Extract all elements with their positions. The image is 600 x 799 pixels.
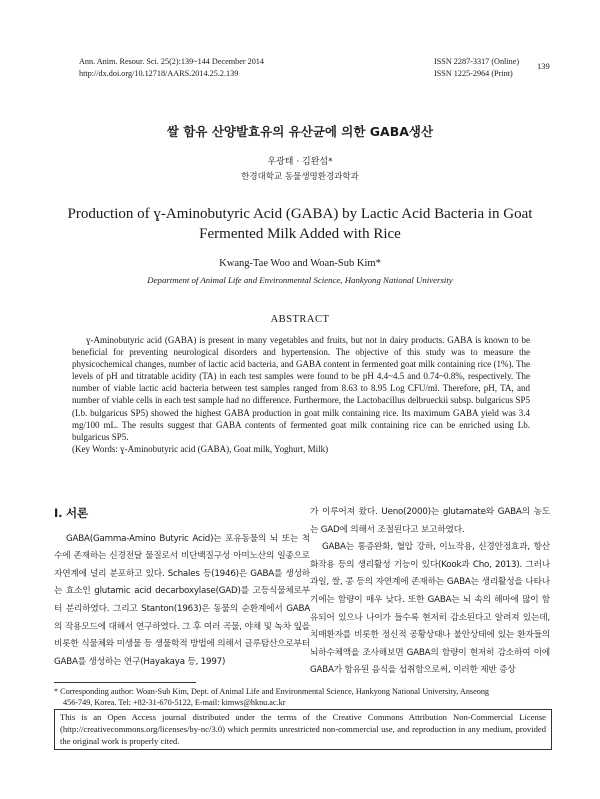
abstract-text: ɣ-Aminobutyric acid (GABA) is present in many vegetables and fruits, but not in dairy products. GABA is known to be beneficial for preventing neurological disorders and hypertension. The objective of this study was to measure the physicochemical changes, number of lactic acid bacteria, and GABA content in fermented goat milk containing rice (1%). The levels of pH and titratable acidity (TA) in each test samples were found to be pH 4.4~4.5 and 0.74~0.8%, respectively. The number of viable lactic acid bacteria between test samples ranged from 8.63 to 8.95 Log CFU/ml. Therefore, pH, TA, and number of viable cells in each test sample had no difference. Furthermore, the Lactobacillus delbrueckii subsp. bulgaricus SP5 (Lb. bulgaricus SP5) showed the highest GABA production in goat milk containing rice. Its maximum GABA yield was 3.4 mg/100 mL. The results suggest that GABA contents of fermented goat milk containing rice can be enriched using Lb. bulgaricus SP5. bbox=[72, 335, 530, 442]
abstract-body bbox=[72, 334, 530, 455]
korean-authors: 우광태 · 김완섭* bbox=[267, 157, 333, 167]
intro-paragraph-2: GABA는 통증완화, 혈압 강하, 이뇨작용, 신경안정효과, 항산화작용 등의 생리활성 기능이 있다(Kook과 Cho, 2013). 그러나 과일, 쌀, 콩 등의 자연계에 존재하는 GABA는 생리활성을 나타나기에는 함량이 매우 낮다. 또한 GABA는 뇌 속의 해마에 많이 함유되어 있으나 나이가 들수록 현저히 감소된다고 알려져 있는데, 치매환자를 비롯한 정신적 공황상태나 불안상태에 있는 환자들의 뇌하수체액을 조사해보면 GABA의 함량이 현저히 감소하여 이에 GABA가 함유된 음식을 섭취함으로써, 이러한 제반 증상 bbox=[310, 542, 550, 676]
footnote-divider bbox=[54, 682, 196, 683]
footnote-line-1: * Corresponding author: Woan-Sub Kim, Dept. of Animal Life and Environmental Science, Hankyong National University, Anseong bbox=[54, 687, 490, 696]
english-affiliation: Department of Animal Life and Environmental Science, Hankyong National University bbox=[147, 275, 453, 285]
journal-citation: Ann. Anim. Resour. Sci. 25(2):139~144 December 2014 bbox=[79, 57, 264, 66]
keywords: (Key Words: ɣ-Aminobutyric acid (GABA), Goat milk, Yoghurt, Milk) bbox=[72, 443, 329, 454]
issn-online: ISSN 2287-3317 (Online) bbox=[434, 57, 520, 66]
intro-paragraph-1-continued: 가 이루어져 왔다. Ueno(2000)는 glutamate와 GABA의 농도는 GAD에 의해서 조절된다고 보고하였다. bbox=[310, 507, 550, 535]
page-number: 139 bbox=[537, 61, 550, 71]
doi-link[interactable]: http://dx.doi.org/10.12718/AARS.2014.25.2.139 bbox=[79, 68, 239, 78]
english-title-line2: Fermented Milk Added with Rice bbox=[199, 226, 401, 242]
license-box: This is an Open Access journal distributed under the terms of the Creative Commons Attribution Non-Commercial License (http://creativecommons.org/licenses/by-nc/3.0) which permits unrestricted non-commercial use, and reproduction in any medium, provided the original work is properly cited. bbox=[54, 709, 552, 750]
english-authors: Kwang-Tae Woo and Woan-Sub Kim* bbox=[219, 258, 381, 269]
right-column bbox=[310, 504, 550, 680]
abstract-heading: ABSTRACT bbox=[270, 314, 330, 325]
intro-paragraph-1: GABA(Gamma-Amino Butyric Acid)는 포유동물의 뇌 또는 척수에 존재하는 신경전달 물질로서 비단백질구성 아미노산의 일종으로 자연계에 널리 분포하고 있다. Schales 등(1946)은 GABA를 생성하는 효소인 glutamic acid decarboxylase(GAD)를 고등식물체로부터 분리하였다. 그리고 Stanton(1963)은 동물의 순환계에서 GABA의 작용모드에 대해서 연구하였다. 그 후 여러 곡물, 야채 및 녹차 잎을 비롯한 식물체와 미생물 등 생물학적 방법에 의해서 글루탐산으로부터 GABA를 생성하는 연구(Hayakaya 등, 1997) bbox=[54, 533, 310, 667]
korean-affiliation: 한경대학교 동물생명환경과학과 bbox=[241, 172, 359, 182]
section-heading-introduction: Ⅰ. 서론 bbox=[54, 506, 88, 520]
english-title-line1: Production of ɣ-Aminobutyric Acid (GABA) by Lactic Acid Bacteria in Goat bbox=[67, 206, 533, 222]
journal-header bbox=[79, 56, 264, 79]
corresponding-author-footnote bbox=[54, 686, 550, 708]
issn-block bbox=[434, 56, 519, 79]
english-title bbox=[60, 204, 540, 244]
issn-print: ISSN 1225-2964 (Print) bbox=[434, 68, 513, 78]
footnote-line-2: 456-749, Korea. Tel: +82-31-670-5122, E-mail: kimws@hknu.ac.kr bbox=[63, 698, 286, 707]
korean-title: 쌀 함유 산양발효유의 유산균에 의한 GABA생산 bbox=[166, 124, 434, 139]
left-column bbox=[54, 505, 310, 671]
